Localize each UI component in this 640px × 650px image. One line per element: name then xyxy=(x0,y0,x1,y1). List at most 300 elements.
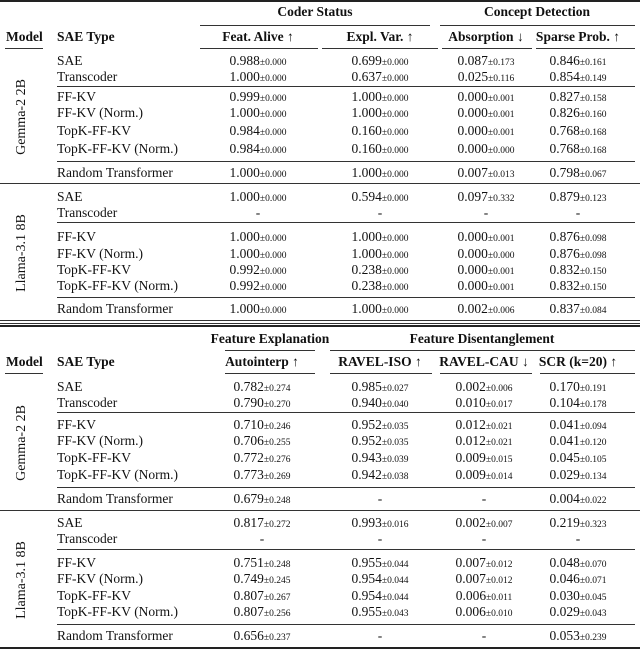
mean-value: 1.000 xyxy=(229,301,260,316)
std-value: ±0.246 xyxy=(263,422,291,432)
sae-type-cell: FF-KV xyxy=(57,555,97,570)
std-value: ±0.270 xyxy=(263,400,291,410)
model-label: Llama-3.1 8B xyxy=(14,540,29,619)
std-value: ±0.000 xyxy=(381,58,409,68)
value-cell xyxy=(234,491,291,509)
model-divider xyxy=(0,183,640,184)
value-cell xyxy=(378,205,383,223)
mean-value: 0.012 xyxy=(455,417,486,432)
mean-value: 0.706 xyxy=(233,433,264,448)
value-cell xyxy=(352,123,409,141)
std-value: ±0.000 xyxy=(259,128,287,138)
value-cell xyxy=(378,531,383,549)
std-value: ±0.015 xyxy=(485,455,513,465)
column-header: Absorption ↓ xyxy=(448,29,524,44)
value-cell xyxy=(378,628,383,646)
mean-value: - xyxy=(483,205,489,220)
sae-type-cell: TopK-FF-KV (Norm.) xyxy=(57,467,179,482)
model-divider xyxy=(0,510,640,511)
std-value: ±0.173 xyxy=(487,58,515,68)
sae-type-cell: Transcoder xyxy=(57,69,118,84)
model-label: Llama-3.1 8B xyxy=(14,214,29,292)
value-cell xyxy=(550,395,607,413)
std-value: ±0.045 xyxy=(579,593,607,603)
mean-value: 0.238 xyxy=(351,262,382,277)
column-header-rule xyxy=(322,48,438,49)
top-rule xyxy=(0,325,640,327)
group-header-rule xyxy=(225,350,315,351)
std-value: ±0.248 xyxy=(263,496,291,506)
mean-value: - xyxy=(377,531,383,546)
value-cell xyxy=(352,467,409,485)
value-cell xyxy=(458,229,515,247)
std-value: ±0.040 xyxy=(381,400,409,410)
mean-value: 0.006 xyxy=(455,588,487,603)
mean-value: 0.029 xyxy=(549,604,580,619)
value-cell xyxy=(550,278,607,296)
mean-value: 0.879 xyxy=(549,189,580,204)
value-cell xyxy=(550,229,607,247)
std-value: ±0.248 xyxy=(263,560,291,570)
mean-value: 0.751 xyxy=(233,555,264,570)
sae-type-cell: Random Transformer xyxy=(57,165,173,180)
std-value: ±0.012 xyxy=(485,576,513,586)
value-cell xyxy=(550,123,607,141)
std-value: ±0.067 xyxy=(579,170,607,180)
mean-value: 0.999 xyxy=(229,89,260,104)
std-value: ±0.043 xyxy=(381,609,409,619)
group-divider xyxy=(57,624,635,625)
mean-value: 0.876 xyxy=(549,229,580,244)
mean-value: 0.954 xyxy=(351,588,382,603)
column-header-rule xyxy=(225,373,315,374)
mean-value: 0.773 xyxy=(233,467,264,482)
std-value: ±0.000 xyxy=(259,74,287,84)
mean-value: 0.009 xyxy=(455,467,486,482)
sae-type-cell: TopK-FF-KV (Norm.) xyxy=(57,278,179,293)
mean-value: 0.238 xyxy=(351,278,382,293)
mean-value: 0.832 xyxy=(549,262,580,277)
mean-value: 0.837 xyxy=(549,301,580,316)
mean-value: 1.000 xyxy=(229,189,260,204)
column-header-rule xyxy=(440,373,532,374)
group-header-rule xyxy=(330,350,635,351)
std-value: ±0.017 xyxy=(485,400,513,410)
std-value: ±0.027 xyxy=(381,384,409,394)
std-value: ±0.000 xyxy=(381,267,409,277)
std-value: ±0.267 xyxy=(263,593,291,603)
mean-value: 0.985 xyxy=(351,379,382,394)
std-value: ±0.245 xyxy=(263,576,291,586)
column-header-rule xyxy=(536,48,635,49)
std-value: ±0.035 xyxy=(381,422,409,432)
mean-value: 0.048 xyxy=(549,555,580,570)
value-cell xyxy=(550,571,607,589)
std-value: ±0.000 xyxy=(259,267,287,277)
std-value: ±0.021 xyxy=(485,422,513,432)
value-cell xyxy=(378,491,383,509)
mean-value: 0.993 xyxy=(351,515,382,530)
value-cell xyxy=(482,628,487,646)
column-header: RAVEL-ISO ↑ xyxy=(338,354,422,369)
value-cell xyxy=(230,165,287,183)
column-header-rule xyxy=(330,373,432,374)
mean-value: 0.007 xyxy=(455,555,486,570)
sae-type-cell: TopK-FF-KV xyxy=(57,123,132,138)
std-value: ±0.043 xyxy=(579,609,607,619)
std-value: ±0.084 xyxy=(579,306,607,316)
model-label: Gemma-2 2B xyxy=(14,405,29,481)
mean-value: 1.000 xyxy=(351,229,382,244)
std-value: ±0.274 xyxy=(263,384,291,394)
std-value: ±0.011 xyxy=(486,593,513,603)
value-cell xyxy=(456,450,513,468)
std-value: ±0.000 xyxy=(381,251,409,261)
value-cell xyxy=(352,229,409,247)
value-cell xyxy=(230,278,287,296)
std-value: ±0.000 xyxy=(487,146,515,156)
sae-type-cell: FF-KV xyxy=(57,417,97,432)
std-value: ±0.044 xyxy=(381,593,409,603)
std-value: ±0.000 xyxy=(381,146,409,156)
value-cell xyxy=(352,301,409,319)
value-cell xyxy=(550,105,607,123)
mean-value: 0.045 xyxy=(549,450,580,465)
std-value: ±0.178 xyxy=(579,400,607,410)
std-value: ±0.001 xyxy=(487,283,515,293)
std-value: ±0.016 xyxy=(381,520,409,530)
mean-value: 1.000 xyxy=(351,105,382,120)
mean-value: 0.007 xyxy=(457,165,488,180)
value-cell xyxy=(550,433,607,451)
std-value: ±0.000 xyxy=(381,74,409,84)
mean-value: 0.000 xyxy=(457,141,488,156)
std-value: ±0.098 xyxy=(579,251,607,261)
group-header: Coder Status xyxy=(277,4,353,19)
sae-type-cell: TopK-FF-KV xyxy=(57,588,132,603)
value-cell xyxy=(576,205,581,223)
value-cell xyxy=(352,165,409,183)
std-value: ±0.001 xyxy=(487,267,515,277)
std-value: ±0.160 xyxy=(579,110,607,120)
mean-value: - xyxy=(575,531,581,546)
value-cell xyxy=(234,571,291,589)
double-rule xyxy=(0,320,640,321)
sae-type-cell: Random Transformer xyxy=(57,301,173,316)
column-header-rule xyxy=(200,48,318,49)
std-value: ±0.323 xyxy=(579,520,607,530)
mean-value: - xyxy=(377,205,383,220)
sae-type-cell: TopK-FF-KV (Norm.) xyxy=(57,604,179,619)
std-value: ±0.000 xyxy=(381,234,409,244)
value-cell xyxy=(458,105,515,123)
std-value: ±0.070 xyxy=(579,560,607,570)
std-value: ±0.035 xyxy=(381,438,409,448)
mean-value: 0.807 xyxy=(233,588,264,603)
value-cell xyxy=(230,301,287,319)
mean-value: 0.952 xyxy=(351,433,382,448)
std-value: ±0.000 xyxy=(259,194,287,204)
mean-value: 0.807 xyxy=(233,604,264,619)
mean-value: 1.000 xyxy=(351,301,382,316)
value-cell xyxy=(576,531,581,549)
std-value: ±0.105 xyxy=(579,455,607,465)
mean-value: 0.000 xyxy=(457,262,488,277)
std-value: ±0.001 xyxy=(487,234,515,244)
group-divider xyxy=(57,86,635,87)
mean-value: 1.000 xyxy=(351,246,382,261)
value-cell xyxy=(352,604,409,622)
std-value: ±0.010 xyxy=(485,609,513,619)
std-value: ±0.044 xyxy=(381,560,409,570)
value-cell xyxy=(234,450,291,468)
std-value: ±0.123 xyxy=(579,194,607,204)
std-value: ±0.039 xyxy=(381,455,409,465)
mean-value: 0.002 xyxy=(455,515,486,530)
value-cell xyxy=(230,229,287,247)
std-value: ±0.000 xyxy=(259,283,287,293)
mean-value: 1.000 xyxy=(229,105,260,120)
mean-value: 0.656 xyxy=(233,628,264,643)
std-value: ±0.007 xyxy=(485,520,513,530)
std-value: ±0.044 xyxy=(381,576,409,586)
mean-value: 0.006 xyxy=(455,604,486,619)
sae-type-cell: Transcoder xyxy=(57,531,118,546)
mean-value: 1.000 xyxy=(351,89,382,104)
mean-value: 0.002 xyxy=(457,301,488,316)
sae-type-header: SAE Type xyxy=(57,354,115,369)
group-divider xyxy=(57,487,635,488)
value-cell xyxy=(550,69,607,87)
mean-value: 0.827 xyxy=(549,89,580,104)
std-value: ±0.001 xyxy=(487,128,515,138)
std-value: ±0.272 xyxy=(263,520,291,530)
std-value: ±0.000 xyxy=(381,283,409,293)
mean-value: 0.025 xyxy=(457,69,489,84)
mean-value: 1.000 xyxy=(229,69,260,84)
sae-type-header: SAE Type xyxy=(57,29,115,44)
value-cell xyxy=(352,69,409,87)
std-value: ±0.000 xyxy=(259,58,287,68)
group-divider xyxy=(57,222,635,223)
std-value: ±0.022 xyxy=(579,496,607,506)
value-cell xyxy=(482,491,487,509)
std-value: ±0.276 xyxy=(263,455,291,465)
mean-value: 0.768 xyxy=(549,141,580,156)
mean-value: 0.012 xyxy=(455,433,486,448)
value-cell xyxy=(456,467,513,485)
model-label: Gemma-2 2B xyxy=(14,79,29,155)
mean-value: - xyxy=(377,491,383,506)
mean-value: 0.104 xyxy=(549,395,580,410)
mean-value: 0.943 xyxy=(351,450,382,465)
std-value: ±0.000 xyxy=(381,110,409,120)
sae-type-cell: SAE xyxy=(57,53,83,68)
value-cell xyxy=(484,205,489,223)
std-value: ±0.000 xyxy=(381,194,409,204)
std-value: ±0.012 xyxy=(485,560,513,570)
group-divider xyxy=(57,412,635,413)
mean-value: 0.988 xyxy=(229,53,260,68)
mean-value: - xyxy=(481,531,487,546)
mean-value: 0.010 xyxy=(455,395,486,410)
std-value: ±0.150 xyxy=(579,283,607,293)
value-cell xyxy=(230,69,287,87)
std-value: ±0.000 xyxy=(381,170,409,180)
mean-value: 1.000 xyxy=(229,165,260,180)
column-header: Sparse Prob. ↑ xyxy=(535,29,621,44)
mean-value: 0.000 xyxy=(457,105,488,120)
group-divider xyxy=(57,549,635,550)
std-value: ±0.149 xyxy=(579,74,607,84)
sae-type-cell: FF-KV xyxy=(57,89,97,104)
mean-value: 0.846 xyxy=(549,53,580,68)
mean-value: 0.000 xyxy=(457,278,488,293)
mean-value: 0.029 xyxy=(549,467,580,482)
value-cell xyxy=(458,69,515,87)
std-value: ±0.000 xyxy=(381,306,409,316)
value-cell xyxy=(482,531,487,549)
column-header: RAVEL-CAU ↓ xyxy=(439,354,529,369)
value-cell xyxy=(458,141,515,159)
value-cell xyxy=(230,123,287,141)
std-value: ±0.150 xyxy=(579,267,607,277)
sae-type-cell: TopK-FF-KV (Norm.) xyxy=(57,141,179,156)
std-value: ±0.168 xyxy=(579,128,607,138)
value-cell xyxy=(230,141,287,159)
mean-value: 0.984 xyxy=(229,123,260,138)
mean-value: 0.160 xyxy=(351,123,382,138)
sae-type-cell: Transcoder xyxy=(57,395,118,410)
value-cell xyxy=(550,301,607,319)
mean-value: 0.160 xyxy=(351,141,382,156)
std-value: ±0.000 xyxy=(259,251,287,261)
value-cell xyxy=(256,205,261,223)
std-value: ±0.071 xyxy=(579,576,607,586)
group-header: Feature Disentanglement xyxy=(409,331,555,346)
value-cell xyxy=(234,395,291,413)
sae-type-cell: TopK-FF-KV xyxy=(57,262,132,277)
sae-type-cell: FF-KV (Norm.) xyxy=(57,433,144,448)
group-divider xyxy=(57,297,635,298)
std-value: ±0.000 xyxy=(487,251,515,261)
mean-value: 0.219 xyxy=(549,515,580,530)
mean-value: 0.594 xyxy=(351,189,382,204)
value-cell xyxy=(352,571,409,589)
value-cell xyxy=(550,141,607,159)
std-value: ±0.000 xyxy=(259,94,287,104)
top-rule xyxy=(0,0,640,2)
group-header: Feature Explanation xyxy=(210,331,330,346)
value-cell xyxy=(456,433,513,451)
mean-value: 0.002 xyxy=(455,379,486,394)
column-header-rule xyxy=(540,373,635,374)
value-cell xyxy=(550,604,607,622)
mean-value: 0.046 xyxy=(549,571,580,586)
double-rule xyxy=(0,323,640,324)
value-cell xyxy=(352,278,409,296)
mean-value: 0.955 xyxy=(351,555,382,570)
mean-value: 0.942 xyxy=(351,467,382,482)
bottom-rule xyxy=(0,647,640,649)
mean-value: 0.984 xyxy=(229,141,260,156)
mean-value: 0.053 xyxy=(549,628,580,643)
sae-type-cell: FF-KV (Norm.) xyxy=(57,571,144,586)
mean-value: - xyxy=(255,205,261,220)
value-cell xyxy=(458,123,515,141)
mean-value: 0.041 xyxy=(549,433,580,448)
sae-type-cell: TopK-FF-KV xyxy=(57,450,132,465)
std-value: ±0.239 xyxy=(579,633,607,643)
mean-value: 0.940 xyxy=(351,395,382,410)
mean-value: 0.000 xyxy=(457,229,488,244)
value-cell xyxy=(352,433,409,451)
std-value: ±0.161 xyxy=(579,58,607,68)
value-cell xyxy=(550,450,607,468)
mean-value: 0.832 xyxy=(549,278,580,293)
column-header: Autointerp ↑ xyxy=(225,354,299,369)
mean-value: 0.007 xyxy=(455,571,486,586)
mean-value: 0.952 xyxy=(351,417,382,432)
mean-value: 0.087 xyxy=(457,53,488,68)
std-value: ±0.094 xyxy=(579,422,607,432)
sae-type-cell: SAE xyxy=(57,189,83,204)
mean-value: 0.876 xyxy=(549,246,580,261)
mean-value: 1.000 xyxy=(229,246,260,261)
sae-type-cell: FF-KV xyxy=(57,229,97,244)
column-header: SCR (k=20) ↑ xyxy=(538,354,618,369)
std-value: ±0.000 xyxy=(381,94,409,104)
mean-value: 0.768 xyxy=(549,123,580,138)
mean-value: 0.699 xyxy=(351,53,382,68)
mean-value: 0.000 xyxy=(457,246,488,261)
sae-type-cell: SAE xyxy=(57,379,83,394)
mean-value: 0.041 xyxy=(549,417,580,432)
mean-value: 0.854 xyxy=(549,69,580,84)
std-value: ±0.269 xyxy=(263,472,291,482)
std-value: ±0.013 xyxy=(487,170,515,180)
mean-value: 1.000 xyxy=(229,229,260,244)
std-value: ±0.000 xyxy=(259,306,287,316)
mean-value: 0.009 xyxy=(455,450,486,465)
mean-value: 0.954 xyxy=(351,571,382,586)
std-value: ±0.014 xyxy=(485,472,513,482)
mean-value: 0.790 xyxy=(233,395,264,410)
value-cell xyxy=(234,628,291,646)
mean-value: 0.679 xyxy=(233,491,264,506)
sae-type-cell: Random Transformer xyxy=(57,628,173,643)
std-value: ±0.001 xyxy=(487,94,515,104)
group-header-rule xyxy=(440,25,635,26)
std-value: ±0.120 xyxy=(579,438,607,448)
value-cell xyxy=(550,628,607,646)
std-value: ±0.134 xyxy=(579,472,607,482)
value-cell xyxy=(260,531,265,549)
column-header: Feat. Alive ↑ xyxy=(222,29,294,44)
model-header-rule xyxy=(5,373,43,374)
std-value: ±0.237 xyxy=(263,633,291,643)
mean-value: 0.170 xyxy=(549,379,580,394)
value-cell xyxy=(550,467,607,485)
mean-value: 0.772 xyxy=(233,450,264,465)
value-cell xyxy=(352,105,409,123)
mean-value: - xyxy=(481,491,487,506)
model-header: Model xyxy=(6,29,43,44)
mean-value: 0.749 xyxy=(233,571,264,586)
value-cell xyxy=(550,165,607,183)
sae-type-cell: Random Transformer xyxy=(57,491,173,506)
model-header-rule xyxy=(5,48,43,49)
